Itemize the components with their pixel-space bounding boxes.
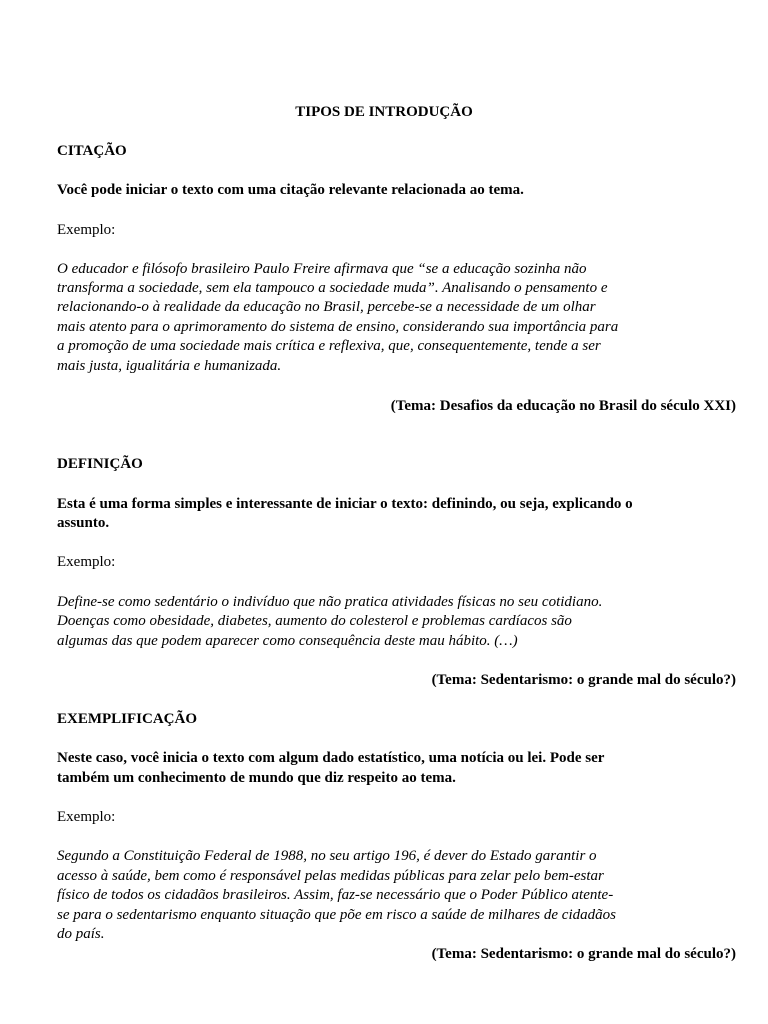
example-label-citacao: Exemplo: (57, 222, 116, 238)
example-line-citacao: mais atento para o aprimoramento do sistema de ensino, considerando sua importância para (57, 319, 619, 335)
section-description-exemplificacao: também um conhecimento de mundo que diz respeito ao tema. (57, 770, 456, 786)
section-heading-definicao: DEFINIÇÃO (57, 456, 143, 472)
example-line-definicao: algumas das que podem aparecer como consequência deste mau hábito. (…) (57, 633, 518, 649)
theme-definicao: (Tema: Sedentarismo: o grande mal do século?) (431, 672, 736, 688)
page-title: TIPOS DE INTRODUÇÃO (295, 104, 473, 120)
section-description-definicao: assunto. (57, 515, 110, 531)
section-description-definicao: Esta é uma forma simples e interessante de iniciar o texto: definindo, ou seja, explicando o (57, 496, 633, 512)
theme-citacao: (Tema: Desafios da educação no Brasil do século XXI) (390, 398, 736, 414)
example-line-citacao: relacionando-o à realidade da educação no Brasil, percebe-se a necessidade de um olhar (57, 299, 596, 315)
example-line-definicao: Define-se como sedentário o indivíduo que não pratica atividades físicas no seu cotidiano. (57, 594, 603, 610)
section-description-exemplificacao: Neste caso, você inicia o texto com algum dado estatístico, uma notícia ou lei. Pode ser (57, 750, 605, 766)
example-label-exemplificacao: Exemplo: (57, 809, 116, 825)
example-line-citacao: a promoção de uma sociedade mais crítica e reflexiva, que, consequentemente, tende a ser (57, 338, 601, 354)
example-line-exemplificacao: se para o sedentarismo enquanto situação que põe em risco a saúde de milhares de cidadãos (57, 907, 616, 923)
example-line-definicao: Doenças como obesidade, diabetes, aumento do colesterol e problemas cardíacos são (57, 613, 572, 629)
example-line-citacao: transforma a sociedade, sem ela tampouco a sociedade muda”. Analisando o pensamento e (57, 280, 608, 296)
example-label-definicao: Exemplo: (57, 554, 116, 570)
example-line-citacao: O educador e filósofo brasileiro Paulo Freire afirmava que “se a educação sozinha não (57, 261, 587, 277)
theme-exemplificacao: (Tema: Sedentarismo: o grande mal do século?) (431, 946, 736, 962)
example-line-exemplificacao: do país. (57, 926, 105, 942)
section-heading-exemplificacao: EXEMPLIFICAÇÃO (57, 711, 198, 727)
section-heading-citacao: CITAÇÃO (57, 143, 127, 159)
example-line-exemplificacao: acesso à saúde, bem como é responsável pelas medidas públicas para zelar pelo bem-estar (57, 868, 604, 884)
example-line-exemplificacao: físico de todos os cidadãos brasileiros. Assim, faz-se necessário que o Poder Público atente- (57, 887, 614, 903)
section-description-citacao: Você pode iniciar o texto com uma citação relevante relacionada ao tema. (57, 182, 524, 198)
example-line-exemplificacao: Segundo a Constituição Federal de 1988, no seu artigo 196, é dever do Estado garantir o (57, 848, 597, 864)
example-line-citacao: mais justa, igualitária e humanizada. (57, 358, 282, 374)
